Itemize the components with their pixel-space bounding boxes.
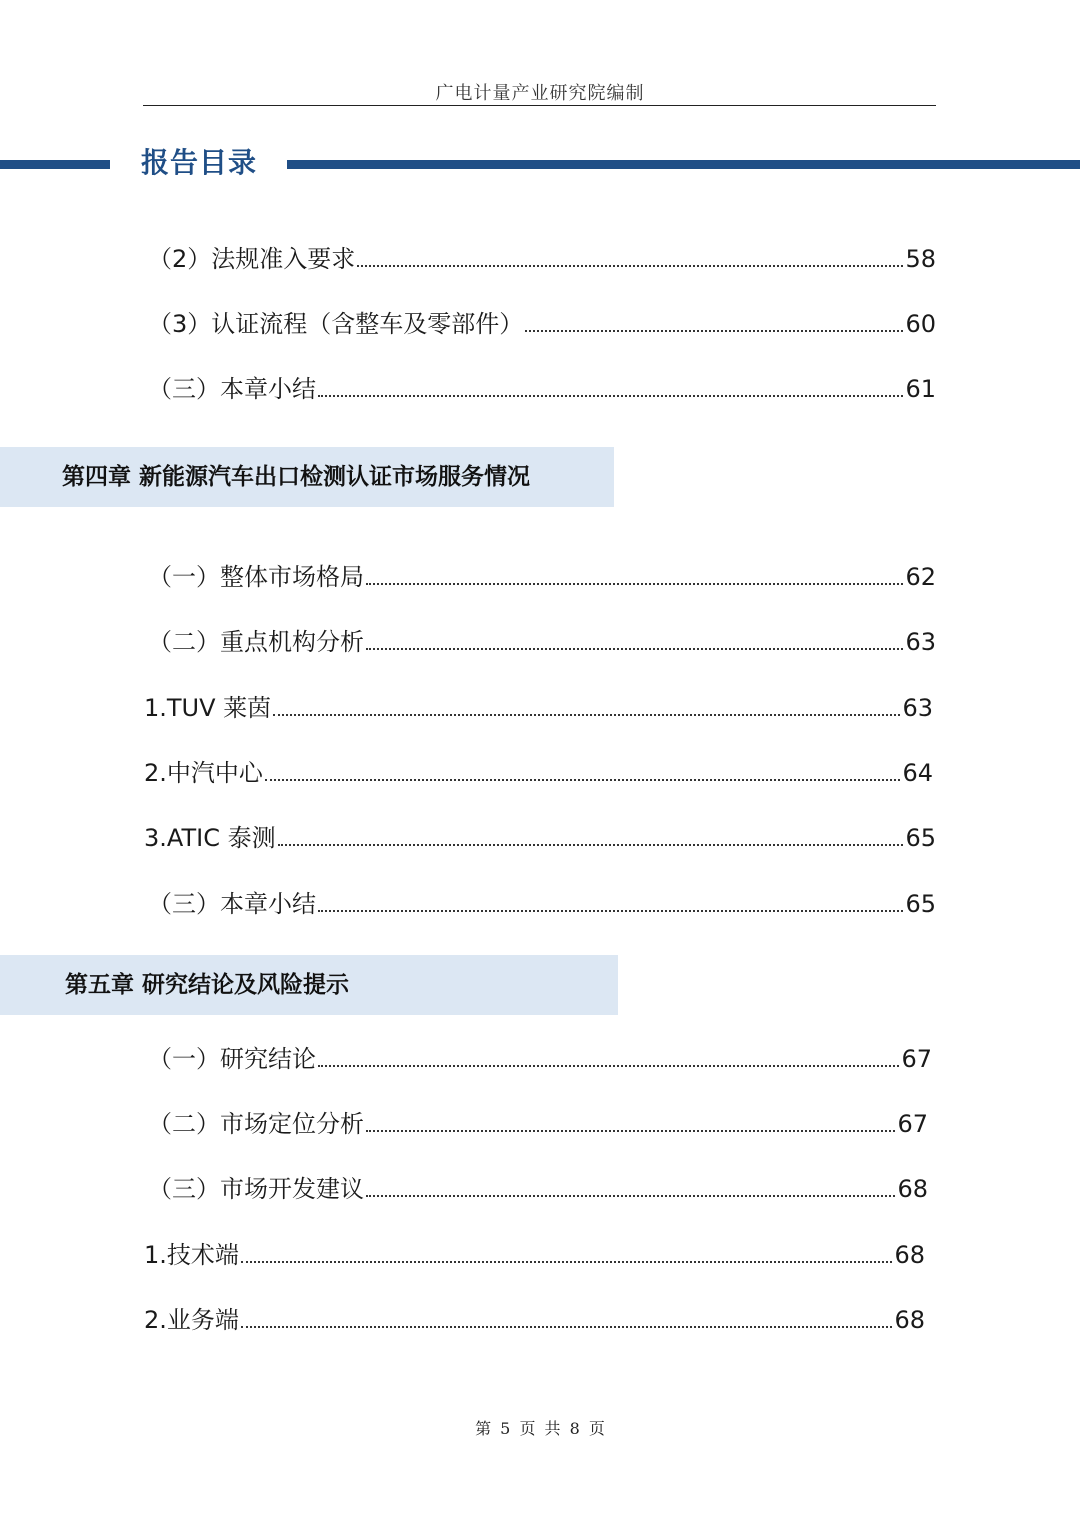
toc-entry-label: 3.ATIC 泰测 <box>144 824 276 852</box>
toc-entry[interactable] <box>148 1041 932 1077</box>
toc-leader-dots <box>366 1130 895 1132</box>
toc-entry-page: 63 <box>905 628 936 656</box>
toc-leader-dots <box>273 714 900 716</box>
toc-entry[interactable] <box>144 690 933 726</box>
toc-entry-page: 68 <box>897 1175 928 1203</box>
toc-entry[interactable] <box>144 755 933 791</box>
toc-entry[interactable] <box>144 820 936 856</box>
heading-bar-left <box>0 160 110 169</box>
toc-entry-label: （3）认证流程（含整车及零部件） <box>148 310 524 338</box>
toc-entry-page: 60 <box>905 310 936 338</box>
page-footer: 第 5 页 共 8 页 <box>475 1419 605 1438</box>
toc-leader-dots <box>357 265 903 267</box>
toc-entry-label: 2.中汽中心 <box>144 759 263 787</box>
toc-entry-page: 65 <box>905 890 936 918</box>
toc-entry-label: （一）研究结论 <box>148 1045 316 1073</box>
toc-entry-label: （2）法规准入要求 <box>148 245 356 273</box>
toc-entry-page: 65 <box>905 824 936 852</box>
toc-entry-label: 1.技术端 <box>144 1241 239 1269</box>
toc-entry-page: 68 <box>894 1241 925 1269</box>
toc-entry[interactable] <box>148 624 936 660</box>
toc-leader-dots <box>366 648 903 650</box>
toc-leader-dots <box>241 1261 893 1263</box>
toc-heading: 报告目录 <box>141 146 258 179</box>
toc-entry-label: （二）重点机构分析 <box>148 628 364 656</box>
chapter-heading[interactable]: 第四章 新能源汽车出口检测认证市场服务情况 <box>62 464 531 490</box>
toc-entry-label: （一）整体市场格局 <box>148 563 364 591</box>
toc-leader-dots <box>318 1065 899 1067</box>
toc-leader-dots <box>265 779 901 781</box>
toc-entry[interactable] <box>148 241 936 277</box>
header-rule <box>143 105 936 106</box>
toc-entry-page: 68 <box>894 1306 925 1334</box>
heading-bar-right <box>287 160 1080 169</box>
toc-entry-label: 2.业务端 <box>144 1306 239 1334</box>
chapter-heading-band <box>0 447 614 507</box>
toc-leader-dots <box>366 583 903 585</box>
toc-entry-page: 67 <box>901 1045 932 1073</box>
toc-entry-page: 64 <box>902 759 933 787</box>
toc-entry[interactable] <box>148 306 936 342</box>
toc-entry-label: （三）市场开发建议 <box>148 1175 364 1203</box>
toc-entry-label: （二）市场定位分析 <box>148 1110 364 1138</box>
toc-leader-dots <box>525 330 903 332</box>
toc-leader-dots <box>241 1326 893 1328</box>
chapter-heading[interactable]: 第五章 研究结论及风险提示 <box>65 972 350 998</box>
toc-entry-page: 63 <box>902 694 933 722</box>
toc-entry[interactable] <box>148 1171 928 1207</box>
toc-entry[interactable] <box>144 1237 925 1273</box>
toc-leader-dots <box>366 1195 895 1197</box>
toc-entry[interactable] <box>148 559 936 595</box>
toc-leader-dots <box>318 395 903 397</box>
toc-entry-page: 67 <box>897 1110 928 1138</box>
toc-entry-page: 58 <box>905 245 936 273</box>
toc-leader-dots <box>278 844 904 846</box>
toc-entry-label: 1.TUV 莱茵 <box>144 694 272 722</box>
toc-leader-dots <box>318 910 903 912</box>
toc-entry-label: （三）本章小结 <box>148 375 316 403</box>
toc-entry-label: （三）本章小结 <box>148 890 316 918</box>
toc-entry-page: 62 <box>905 563 936 591</box>
toc-entry[interactable] <box>148 1106 928 1142</box>
toc-entry[interactable] <box>148 371 936 407</box>
toc-entry-page: 61 <box>905 375 936 403</box>
toc-entry[interactable] <box>144 1302 925 1338</box>
chapter-heading-band <box>0 955 618 1015</box>
toc-entry[interactable] <box>148 886 936 922</box>
page-header-title: 广电计量产业研究院编制 <box>435 83 645 104</box>
